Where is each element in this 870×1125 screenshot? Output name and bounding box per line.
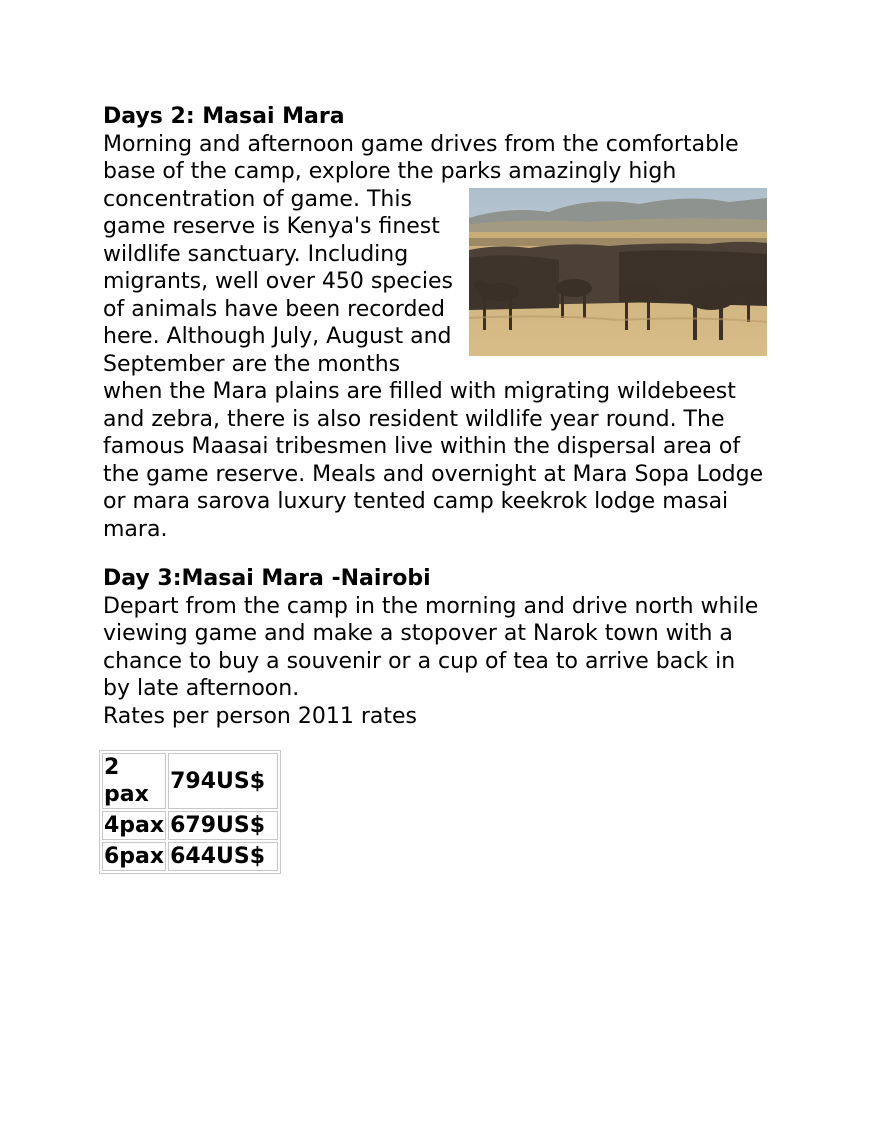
- wildebeest-photo: [469, 188, 767, 356]
- day3-body: Depart from the camp in the morning and drive north while viewing game and make a stopover at Narok town with a chance to buy a souvenir or a cup of tea to arrive back in by late afternoon.: [103, 593, 759, 701]
- rate-price-cell: 794US$: [168, 753, 278, 809]
- rate-pax-cell: 6pax: [104, 844, 165, 869]
- document-page: [103, 103, 768, 874]
- table-row: [102, 753, 278, 809]
- rate-pax-cell: 4pax: [104, 813, 165, 838]
- rates-table: [99, 750, 281, 874]
- table-row: [102, 842, 278, 871]
- rates-note: Rates per person 2011 rates: [103, 703, 417, 729]
- table-row: [102, 811, 278, 840]
- day2-heading: Days 2: Masai Mara: [103, 104, 345, 129]
- day2-wrapped-block: [103, 186, 768, 544]
- rate-price-cell: 644US$: [168, 842, 278, 871]
- day2-intro: Morning and afternoon game drives from the comfortable base of the camp, explore the parks amazingly high: [103, 131, 739, 184]
- day3-heading: Day 3:Masai Mara -Nairobi: [103, 566, 431, 591]
- day3-section: [103, 565, 768, 730]
- rate-price-cell: 679US$: [168, 811, 278, 840]
- day2-body: concentration of game. This game reserve is Kenya's finest wildlife sanctuary. Including migrants, well over 450 species of animals have been recorded here. Although July, August and September are the months when the Mara plains are filled with migrating wildebeest and zebra, there is also resident wildlife year round. The famous Maasai tribesmen live within the dispersal area of the game reserve. Meals and overnight at Mara Sopa Lodge or mara sarova luxury tented camp keekrok lodge masai mara.: [103, 186, 764, 542]
- rate-pax-cell: 2 pax: [102, 753, 166, 809]
